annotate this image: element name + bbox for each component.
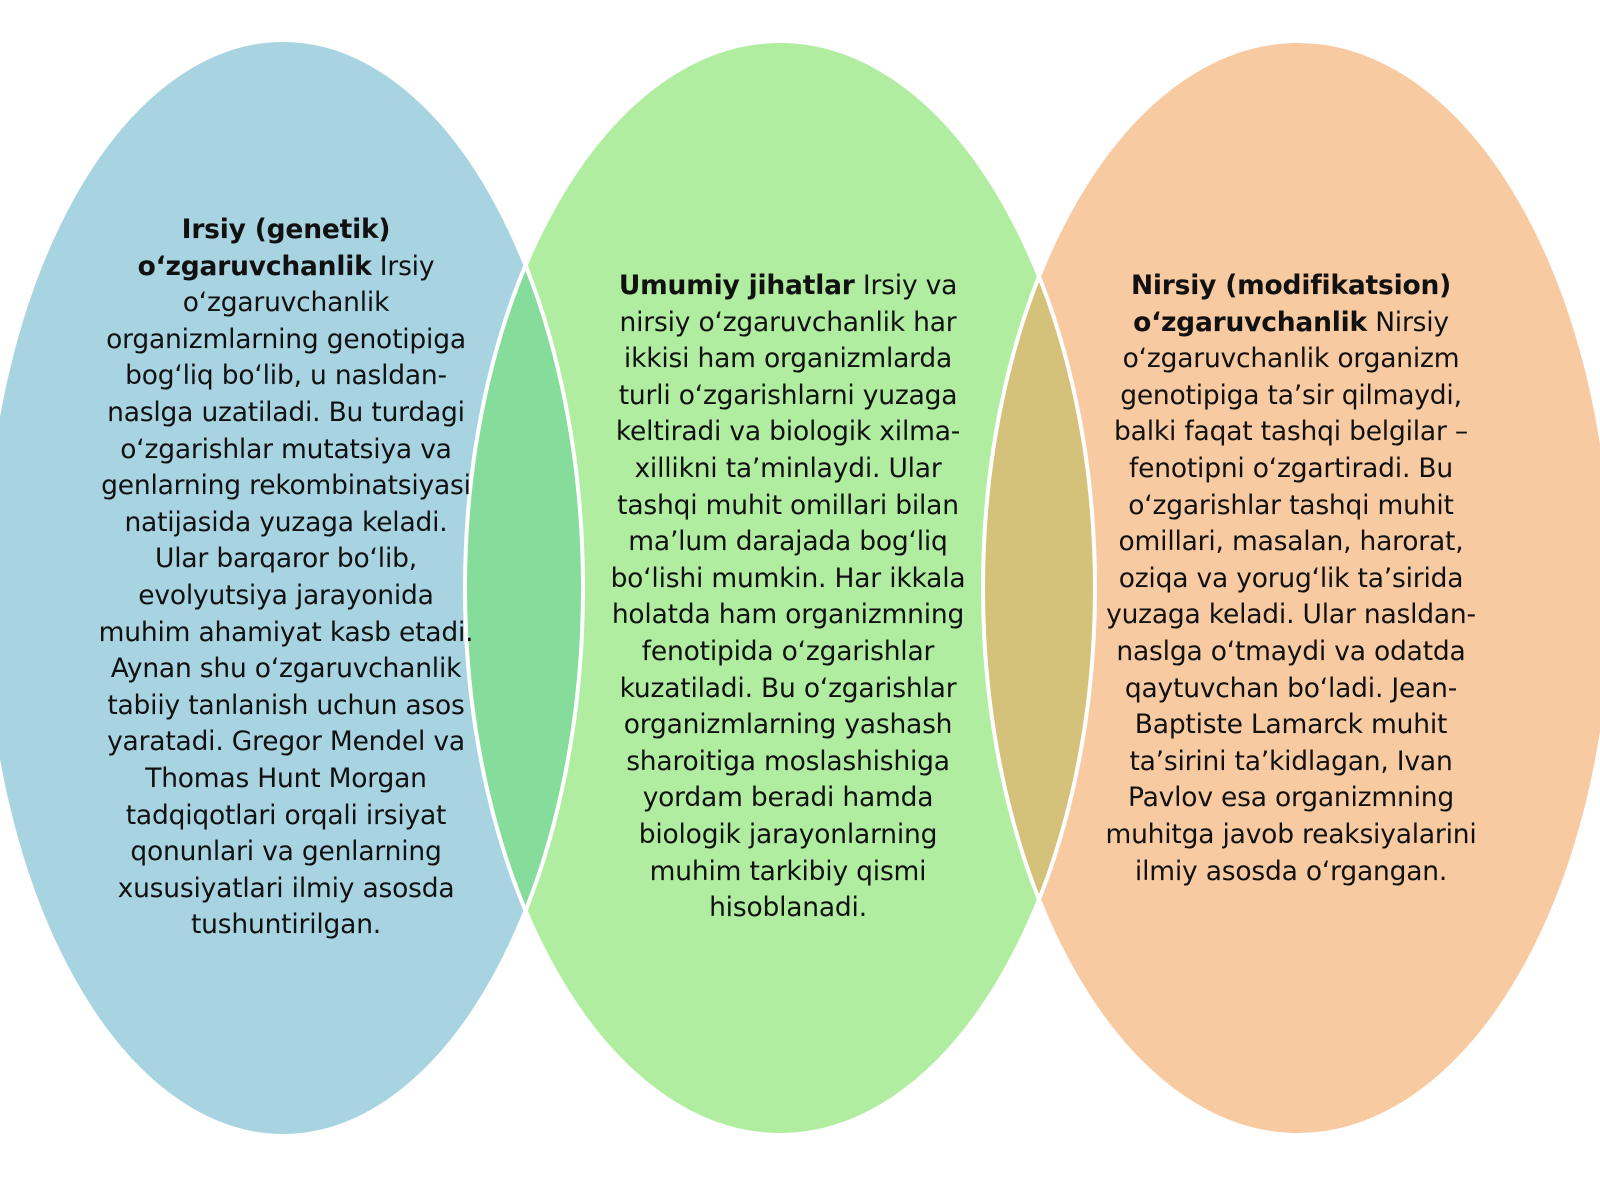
right-ellipse-text <box>1102 268 1480 890</box>
right-body: Nirsiy o‘zgaruvchanlik organizm genotipiga ta’sir qilmaydi, balki faqat tashqi belgilar – fenotipni o‘zgartiradi. Bu o‘zgarishlar tashqi muhit omillari, masalan, harorat, oziqa va yorug‘lik ta’sirida yuzaga keladi. Ular nasldan-naslga o‘tmaydi va odatda qaytuvchan bo‘ladi. Jean-Baptiste Lamarck muhit ta’sirini ta’kidlagan, Ivan Pavlov esa organizmning muhitga javob reaksiyalarini ilmiy asosda o‘rgangan. <box>1105 306 1477 887</box>
center-body: Irsiy va nirsiy o‘zgaruvchanlik har ikkisi ham organizmlarda turli o‘zgarishlarni yuzaga keltiradi va biologik xilma-xillikni ta’minlaydi. Ular tashqi muhit omillari bilan ma’lum darajada bog‘liq bo‘lishi mumkin. Har ikkala holatda ham organizmning fenotipida o‘zgarishlar kuzatiladi. Bu o‘zgarishlar organizmlarning yashash sharoitiga moslashishiga yordam beradi hamda biologik jarayonlarning muhim tarkibiy qismi hisoblanadi. <box>610 270 966 924</box>
left-body: Irsiy o‘zgaruvchanlik organizmlarning genotipiga bog‘liq bo‘lib, u nasldan-naslga uzatiladi. Bu turdagi o‘zgarishlar mutatsiya va genlarning rekombinatsiyasi natijasida yuzaga keladi. Ular barqaror bo‘lib, evolyutsiya jarayonida muhim ahamiyat kasb etadi. Aynan shu o‘zgaruvchanlik tabiiy tanlanish uchun asos yaratadi. Gregor Mendel va Thomas Hunt Morgan tadqiqotlari orqali irsiyat qonunlari va genlarning xususiyatlari ilmiy asosda tushuntirilgan. <box>98 250 474 941</box>
center-heading: Umumiy jihatlar <box>618 270 855 301</box>
right-heading: Nirsiy (modifikatsion) o‘zgaruvchanlik <box>1130 270 1452 338</box>
center-ellipse-text <box>596 268 980 927</box>
left-heading: Irsiy (genetik) o‘zgaruvchanlik <box>137 214 391 282</box>
left-ellipse-text <box>96 212 476 944</box>
